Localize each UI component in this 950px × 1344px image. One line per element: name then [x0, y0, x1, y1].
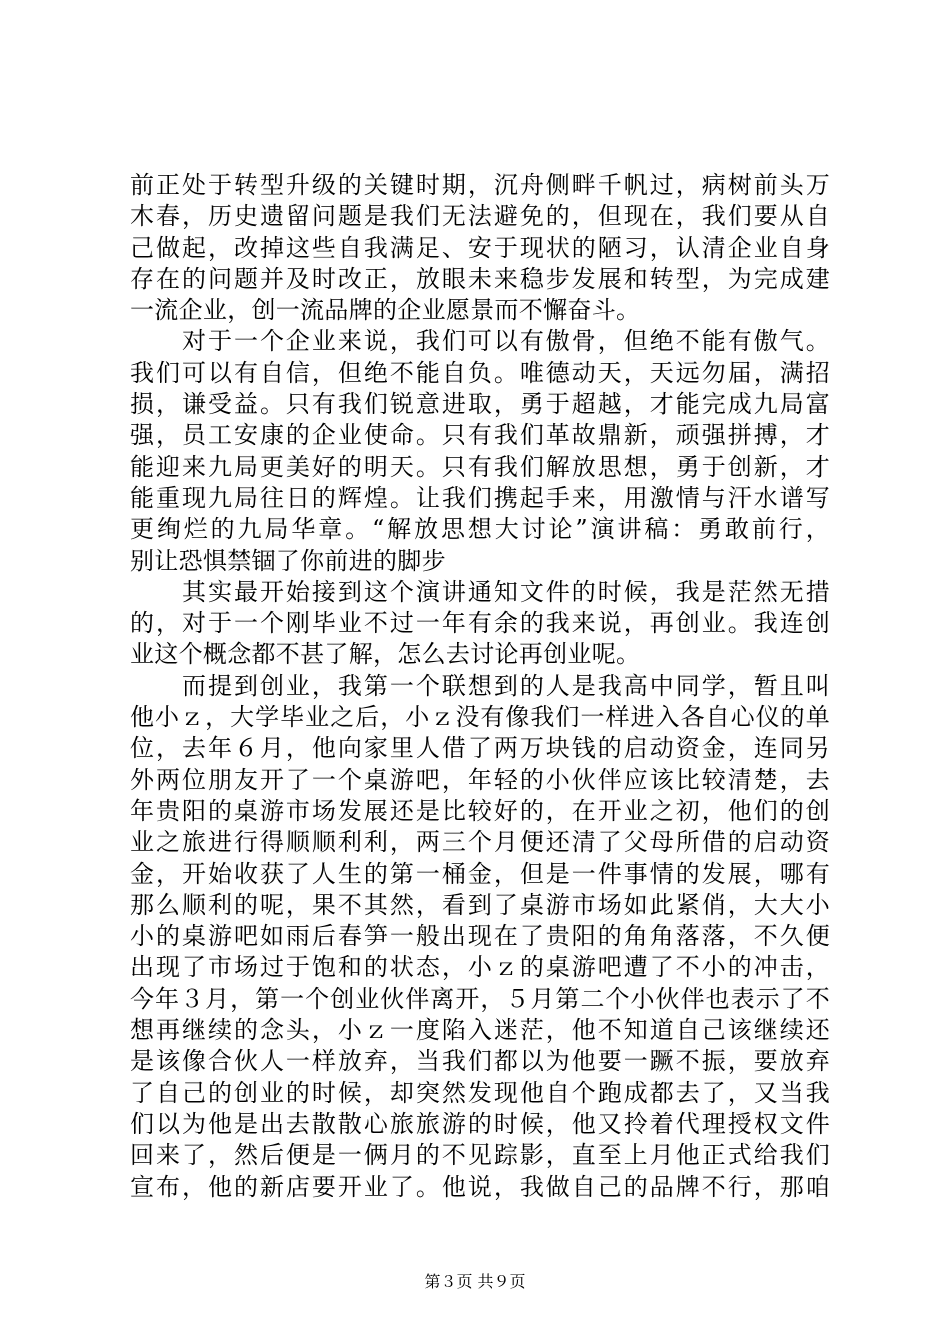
text-line: 木春，历史遗留问题是我们无法避免的，但现在，我们要从自: [130, 202, 830, 231]
page-footer: 第３页 共９页: [424, 1272, 526, 1291]
text-line: 强，员工安康的企业使命。只有我们革故鼎新，顽强拼搏，才: [130, 421, 830, 450]
text-line: 能迎来九局更美好的明天。只有我们解放思想，勇于创新，才: [130, 452, 830, 481]
document-body: [130, 170, 830, 1203]
text-line: 的，对于一个刚毕业不过一年有余的我来说，再创业。我连创: [130, 609, 830, 638]
text-line: 宣布，他的新店要开业了。他说，我做自己的品牌不行，那咱: [130, 1172, 830, 1201]
text-line: 能重现九局往日的辉煌。让我们携起手来，用激情与汗水谱写: [130, 483, 830, 512]
text-line: 他小ｚ，大学毕业之后，小ｚ没有像我们一样进入各自心仪的单: [130, 703, 830, 732]
text-line: 小的桌游吧如雨后春笋一般出现在了贵阳的角角落落，不久便: [130, 922, 830, 951]
text-line: 业之旅进行得顺顺利利，两三个月便还清了父母所借的启动资: [130, 828, 830, 857]
text-line: 更绚烂的九局华章。“解放思想大讨论”演讲稿：勇敢前行，: [130, 515, 830, 544]
text-line: 损，谦受益。只有我们锐意进取，勇于超越，才能完成九局富: [130, 390, 830, 419]
text-line: 外两位朋友开了一个桌游吧，年轻的小伙伴应该比较清楚，去: [130, 765, 830, 794]
text-line: 是该像合伙人一样放弃，当我们都以为他要一蹶不振，要放弃: [130, 1047, 830, 1076]
text-line: 位，去年６月，他向家里人借了两万块钱的启动资金，连同另: [130, 734, 830, 763]
text-line: 回来了，然后便是一俩月的不见踪影，直至上月他正式给我们: [130, 1141, 830, 1170]
text-line: 出现了市场过于饱和的状态，小ｚ的桌游吧遭了不小的冲击，: [130, 953, 830, 982]
text-line: 存在的问题并及时改正，放眼未来稳步发展和转型，为完成建: [130, 264, 830, 293]
text-line: 一流企业，创一流品牌的企业愿景而不懈奋斗。: [130, 296, 641, 325]
text-line: 年贵阳的桌游市场发展还是比较好的，在开业之初，他们的创: [130, 796, 830, 825]
text-line: 其实最开始接到这个演讲通知文件的时候，我是茫然无措: [130, 577, 830, 606]
text-line: 前正处于转型升级的关键时期，沉舟侧畔千帆过，病树前头万: [130, 171, 830, 199]
text-line: 我们可以有自信，但绝不能自负。唯德动天，天远勿届，满招: [130, 358, 830, 387]
text-line: 想再继续的念头，小ｚ一度陷入迷茫，他不知道自己该继续还: [130, 1016, 830, 1045]
text-line: 对于一个企业来说，我们可以有傲骨，但绝不能有傲气。: [130, 327, 830, 356]
text-line: 那么顺利的呢，果不其然，看到了桌游市场如此紧俏，大大小: [130, 890, 830, 919]
text-line: 今年３月，第一个创业伙伴离开，５月第二个小伙伴也表示了不: [130, 984, 830, 1013]
text-line: 了自己的创业的时候，却突然发现他自个跑成都去了，又当我: [130, 1078, 830, 1107]
text-line: 金，开始收获了人生的第一桶金，但是一件事情的发展，哪有: [130, 859, 830, 888]
text-line: 而提到创业，我第一个联想到的人是我高中同学，暂且叫: [130, 671, 830, 700]
text-line: 别让恐惧禁锢了你前进的脚步: [130, 546, 446, 575]
text-line: 己做起，改掉这些自我满足、安于现状的陋习，认清企业自身: [130, 233, 830, 262]
text-line: 业这个概念都不甚了解，怎么去讨论再创业呢。: [130, 640, 641, 669]
text-line: 们以为他是出去散散心旅旅游的时候，他又拎着代理授权文件: [130, 1109, 830, 1138]
